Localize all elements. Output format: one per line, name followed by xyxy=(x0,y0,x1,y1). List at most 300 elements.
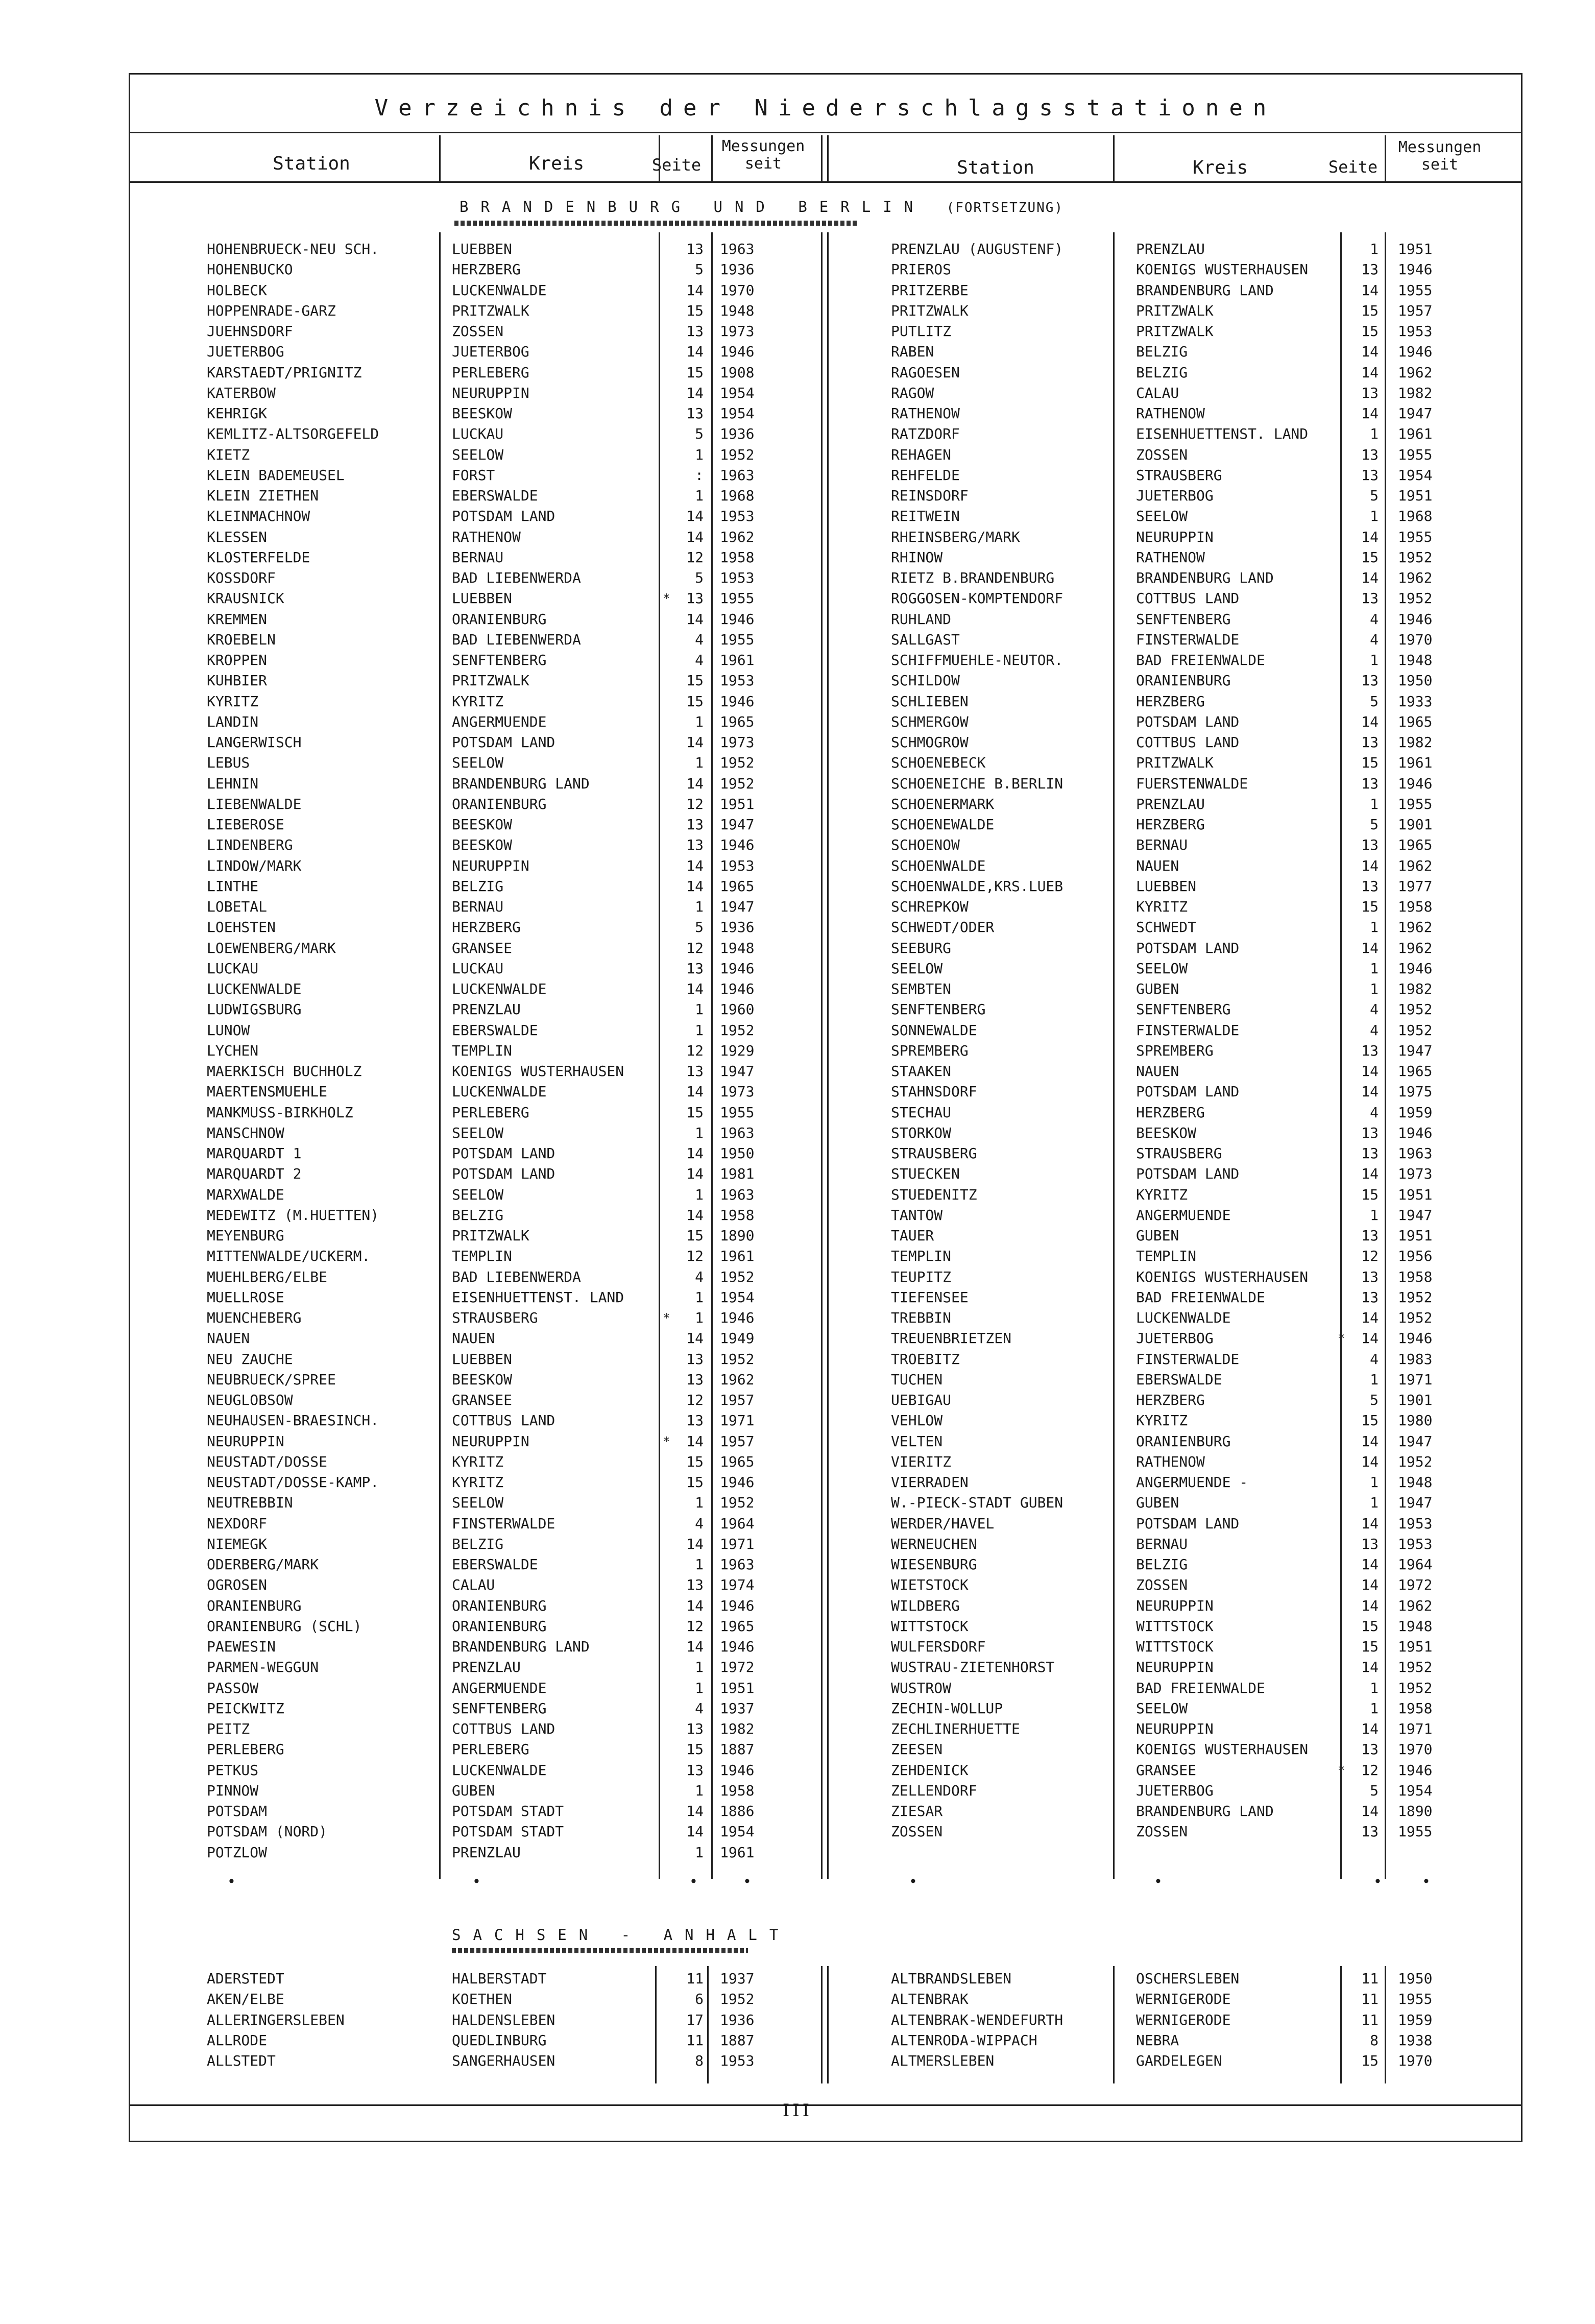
kreis-name: BAD LIEBENWERDA xyxy=(452,631,581,648)
station-name: LEHNIN xyxy=(207,775,259,792)
kreis-name: STRAUSBERG xyxy=(1136,466,1222,484)
station-name: ROGGOSEN-KOMPTENDORF xyxy=(891,590,1064,607)
seite-number: 14 xyxy=(1361,1165,1379,1183)
kreis-name: TEMPLIN xyxy=(1136,1248,1197,1265)
column-rule xyxy=(1113,232,1115,1879)
measurement-year: 1982 xyxy=(1398,980,1433,997)
seite-number: 14 xyxy=(1361,569,1379,586)
measurement-year: 1901 xyxy=(1398,816,1433,833)
seite-number: 13 xyxy=(686,836,704,854)
station-name: WUSTROW xyxy=(891,1679,952,1696)
continuation-tick: • xyxy=(1422,1873,1431,1890)
kreis-name: ANGERMUENDE xyxy=(1136,1206,1231,1224)
kreis-name: EBERSWALDE xyxy=(1136,1371,1222,1388)
measurement-year: 1946 xyxy=(1398,261,1433,278)
kreis-name: NEURUPPIN xyxy=(1136,1597,1214,1614)
measurement-year: 1965 xyxy=(1398,713,1433,730)
measurement-year: 1958 xyxy=(720,1206,755,1224)
kreis-name: BEESKOW xyxy=(452,836,513,854)
station-name: KATERBOW xyxy=(207,384,276,401)
kreis-name: NEBRA xyxy=(1136,2031,1179,2049)
seite-number: 1 xyxy=(695,1659,704,1676)
kreis-name: GARDELEGEN xyxy=(1136,2052,1222,2069)
seite-number: 14 xyxy=(686,775,704,792)
station-name: MUEHLBERG/ELBE xyxy=(207,1268,328,1285)
kreis-name: SENFTENBERG xyxy=(452,652,547,668)
station-name: PRITZWALK xyxy=(891,302,969,319)
kreis-name: KYRITZ xyxy=(1136,898,1188,915)
seite-number: 15 xyxy=(1361,2052,1379,2069)
station-name: MEYENBURG xyxy=(207,1227,284,1244)
measurement-year: 1954 xyxy=(720,1823,755,1840)
header-top-rule xyxy=(129,132,1522,133)
seite-number: 1 xyxy=(695,487,704,504)
seite-number: 13 xyxy=(1361,1741,1379,1758)
column-rule xyxy=(827,135,829,181)
station-name: KLEINMACHNOW xyxy=(207,508,310,525)
kreis-name: TEMPLIN xyxy=(452,1042,513,1059)
measurement-year: 1887 xyxy=(720,1741,755,1758)
seite-number: 15 xyxy=(686,302,704,319)
column-rule xyxy=(439,135,441,181)
seite-number: 1 xyxy=(1370,1699,1379,1717)
station-name: KYRITZ xyxy=(207,692,259,710)
measurement-year: 1965 xyxy=(720,1453,755,1470)
measurement-year: 1946 xyxy=(720,836,755,854)
station-name: MARQUARDT 1 xyxy=(207,1145,302,1162)
station-name: NEURUPPIN xyxy=(207,1432,284,1450)
asterisk-mark: * xyxy=(663,1434,670,1449)
measurement-year: 1952 xyxy=(1398,548,1433,566)
measurement-year: 1948 xyxy=(720,302,755,319)
kreis-name: HERZBERG xyxy=(1136,1392,1205,1408)
section-underline-sachsen xyxy=(452,1948,748,1953)
station-name: POTSDAM xyxy=(207,1803,268,1819)
continuation-tick: • xyxy=(909,1873,917,1890)
seite-number: 1 xyxy=(695,1494,704,1512)
station-name: SCHMERGOW xyxy=(891,713,969,730)
station-name: LOEHSTEN xyxy=(207,919,276,936)
column-rule xyxy=(655,1966,657,2083)
station-name: RABEN xyxy=(891,343,934,361)
kreis-name: POTSDAM LAND xyxy=(1136,1165,1240,1183)
station-name: PRITZERBE xyxy=(891,281,969,299)
header-messungen-left: Messungen seit xyxy=(721,137,805,173)
measurement-year: 1965 xyxy=(1398,1063,1433,1080)
seite-number: 14 xyxy=(1361,1659,1379,1676)
seite-number: 8 xyxy=(1370,2031,1379,2049)
seite-number: 1 xyxy=(695,754,704,772)
kreis-name: SANGERHAUSEN xyxy=(452,2052,555,2069)
asterisk-mark: * xyxy=(1338,1763,1345,1778)
station-name: ALTENBRAK-WENDEFURTH xyxy=(891,2011,1064,2028)
measurement-year: 1947 xyxy=(720,898,755,915)
station-name: VEHLOW xyxy=(891,1412,943,1429)
station-name: KRAUSNICK xyxy=(207,590,284,607)
seite-number: 15 xyxy=(686,692,704,710)
continuation-tick: • xyxy=(472,1873,481,1890)
measurement-year: 1953 xyxy=(720,672,755,689)
kreis-name: LUCKAU xyxy=(452,425,504,443)
station-name: WUSTRAU-ZIETENHORST xyxy=(891,1659,1055,1676)
seite-number: 4 xyxy=(1370,1001,1379,1018)
kreis-name: ORANIENBURG xyxy=(452,1597,547,1614)
kreis-name: NEURUPPIN xyxy=(1136,528,1214,545)
kreis-name: GUBEN xyxy=(452,1782,495,1799)
seite-number: 13 xyxy=(686,1576,704,1594)
measurement-year: 1957 xyxy=(1398,302,1433,319)
measurement-year: 1952 xyxy=(720,1021,755,1039)
station-name: MITTENWALDE/UCKERM. xyxy=(207,1248,371,1265)
kreis-name: SPREMBERG xyxy=(1136,1042,1214,1059)
measurement-year: 1965 xyxy=(720,713,755,730)
measurement-year: 1886 xyxy=(720,1803,755,1819)
seite-number: 13 xyxy=(1361,877,1379,895)
station-name: MEDEWITZ (M.HUETTEN) xyxy=(207,1206,379,1224)
seite-number: 1 xyxy=(695,1021,704,1039)
kreis-name: BAD LIEBENWERDA xyxy=(452,1268,581,1285)
seite-number: 1 xyxy=(695,1679,704,1696)
station-name: TREBBIN xyxy=(891,1309,952,1326)
measurement-year: 1947 xyxy=(1398,1206,1433,1224)
station-name: LIEBEROSE xyxy=(207,816,284,833)
station-name: SCHILDOW xyxy=(891,672,960,689)
station-name: LOEWENBERG/MARK xyxy=(207,939,336,956)
measurement-year: 1956 xyxy=(1398,1248,1433,1265)
kreis-name: GUBEN xyxy=(1136,1494,1179,1512)
seite-number: 4 xyxy=(1370,610,1379,628)
continuation-tick: • xyxy=(227,1873,236,1890)
station-name: ODERBERG/MARK xyxy=(207,1556,319,1573)
kreis-name: JUETERBOG xyxy=(1136,487,1214,504)
measurement-year: 1958 xyxy=(1398,1699,1433,1717)
seite-number: 13 xyxy=(686,1761,704,1779)
seite-number: 13 xyxy=(686,405,704,422)
kreis-name: BRANDENBURG LAND xyxy=(1136,281,1274,299)
column-rule xyxy=(1385,1966,1386,2083)
station-name: KIETZ xyxy=(207,446,250,463)
measurement-year: 1982 xyxy=(1398,734,1433,751)
station-name: MAERKISCH BUCHHOLZ xyxy=(207,1063,362,1080)
measurement-year: 1951 xyxy=(1398,241,1433,257)
kreis-name: BELZIG xyxy=(452,1206,504,1224)
seite-number: 8 xyxy=(695,2052,704,2069)
station-name: RATHENOW xyxy=(891,405,960,422)
station-name: RHINOW xyxy=(891,548,943,566)
station-name: SCHOENWALDE,KRS.LUEB xyxy=(891,877,1064,895)
kreis-name: BRANDENBURG LAND xyxy=(1136,1803,1274,1819)
seite-number: 15 xyxy=(686,364,704,381)
seite-number: 14 xyxy=(686,734,704,751)
kreis-name: BELZIG xyxy=(452,877,504,895)
seite-number: 14 xyxy=(1361,1556,1379,1573)
seite-number: 1 xyxy=(695,1124,704,1141)
station-name: TIEFENSEE xyxy=(891,1288,969,1306)
kreis-name: COTTBUS LAND xyxy=(452,1720,555,1737)
section-title-sachsen: SACHSEN - ANHALT xyxy=(452,1926,791,1944)
kreis-name: EBERSWALDE xyxy=(452,1021,538,1039)
measurement-year: 1951 xyxy=(720,1679,755,1696)
station-name: RIETZ B.BRANDENBURG xyxy=(891,569,1055,586)
seite-number: 4 xyxy=(1370,1104,1379,1121)
seite-number: 14 xyxy=(1361,1720,1379,1737)
seite-number: 13 xyxy=(686,960,704,977)
station-name: ORANIENBURG (SCHL) xyxy=(207,1617,362,1635)
station-name: NEU ZAUCHE xyxy=(207,1350,293,1368)
measurement-year: 1946 xyxy=(1398,775,1433,792)
measurement-year: 1952 xyxy=(720,1268,755,1285)
station-name: KEMLITZ-ALTSORGEFELD xyxy=(207,425,379,443)
station-name: JUETERBOG xyxy=(207,343,284,361)
kreis-name: BRANDENBURG LAND xyxy=(452,775,590,792)
measurement-year: 1963 xyxy=(720,1186,755,1203)
measurement-year: 1974 xyxy=(720,1576,755,1594)
measurement-year: 1952 xyxy=(1398,1659,1433,1676)
kreis-name: SCHWEDT xyxy=(1136,919,1197,936)
station-name: TANTOW xyxy=(891,1206,943,1224)
seite-number: 11 xyxy=(1361,1991,1379,2008)
measurement-year: 1962 xyxy=(720,528,755,545)
kreis-name: SEELOW xyxy=(452,446,504,463)
measurement-year: 1971 xyxy=(720,1535,755,1552)
column-rule xyxy=(827,232,829,1879)
measurement-year: 1957 xyxy=(720,1392,755,1408)
kreis-name: BELZIG xyxy=(1136,343,1188,361)
station-name: MAERTENSMUEHLE xyxy=(207,1083,328,1100)
station-name: RATZDORF xyxy=(891,425,960,443)
kreis-name: LUEBBEN xyxy=(452,590,513,607)
kreis-name: PRITZWALK xyxy=(452,1227,529,1244)
measurement-year: 1936 xyxy=(720,425,755,443)
station-name: NIEMEGK xyxy=(207,1535,268,1552)
kreis-name: TEMPLIN xyxy=(452,1248,513,1265)
seite-number: 11 xyxy=(1361,2011,1379,2028)
seite-number: 5 xyxy=(1370,1782,1379,1799)
kreis-name: PRENZLAU xyxy=(452,1001,521,1018)
measurement-year: 1936 xyxy=(720,919,755,936)
kreis-name: FINSTERWALDE xyxy=(1136,631,1240,648)
kreis-name: GRANSEE xyxy=(1136,1761,1197,1779)
kreis-name: SEELOW xyxy=(452,1494,504,1512)
seite-number: 1 xyxy=(695,1556,704,1573)
seite-number: 14 xyxy=(686,1597,704,1614)
seite-number: 14 xyxy=(1361,1330,1379,1347)
station-name: REITWEIN xyxy=(891,508,960,525)
kreis-name: KOENIGS WUSTERHAUSEN xyxy=(1136,261,1309,278)
kreis-name: SEELOW xyxy=(1136,1699,1188,1717)
kreis-name: SENFTENBERG xyxy=(1136,610,1231,628)
measurement-year: 1946 xyxy=(720,1638,755,1655)
station-name: ZELLENDORF xyxy=(891,1782,977,1799)
kreis-name: PRENZLAU xyxy=(452,1843,521,1861)
seite-number: 15 xyxy=(1361,754,1379,772)
measurement-year: 1953 xyxy=(720,857,755,874)
kreis-name: ORANIENBURG xyxy=(1136,1432,1231,1450)
kreis-name: NEURUPPIN xyxy=(452,857,529,874)
measurement-year: 1953 xyxy=(1398,1515,1433,1532)
kreis-name: NEURUPPIN xyxy=(452,384,529,401)
station-name: LINDOW/MARK xyxy=(207,857,302,874)
kreis-name: ANGERMUENDE - xyxy=(1136,1474,1248,1491)
kreis-name: ANGERMUENDE xyxy=(452,713,547,730)
kreis-name: STRAUSBERG xyxy=(452,1309,538,1326)
station-name: HOLBECK xyxy=(207,281,268,299)
seite-number: 1 xyxy=(1370,980,1379,997)
kreis-name: PRITZWALK xyxy=(1136,302,1214,319)
station-name: TREUENBRIETZEN xyxy=(891,1330,1012,1347)
station-name: SALLGAST xyxy=(891,631,960,648)
measurement-year: 1961 xyxy=(1398,754,1433,772)
measurement-year: 1964 xyxy=(720,1515,755,1532)
page-number: III xyxy=(782,2100,813,2121)
station-name: PERLEBERG xyxy=(207,1741,284,1758)
measurement-year: 1947 xyxy=(1398,405,1433,422)
kreis-name: CALAU xyxy=(452,1576,495,1594)
measurement-year: 1970 xyxy=(720,281,755,299)
measurement-year: 1887 xyxy=(720,2031,755,2049)
measurement-year: 1947 xyxy=(720,1063,755,1080)
section-brandenburg-subtitle: (FORTSETZUNG) xyxy=(946,200,1064,215)
seite-number: 1 xyxy=(1370,1474,1379,1491)
measurement-year: 1960 xyxy=(720,1001,755,1018)
header-seite-left: Seite xyxy=(651,155,702,175)
measurement-year: 1970 xyxy=(1398,1741,1433,1758)
seite-number: 1 xyxy=(1370,795,1379,812)
kreis-name: BERNAU xyxy=(452,898,504,915)
kreis-name: BAD FREIENWALDE xyxy=(1136,652,1265,668)
kreis-name: ZOSSEN xyxy=(1136,446,1188,463)
station-name: WIETSTOCK xyxy=(891,1576,969,1594)
seite-number: 13 xyxy=(1361,466,1379,484)
column-rule xyxy=(659,232,660,1879)
measurement-year: 1952 xyxy=(1398,1309,1433,1326)
measurement-year: 1981 xyxy=(720,1165,755,1183)
seite-number: 14 xyxy=(686,1206,704,1224)
kreis-name: FORST xyxy=(452,466,495,484)
station-name: KLEIN BADEMEUSEL xyxy=(207,466,345,484)
station-name: SCHWEDT/ODER xyxy=(891,919,995,936)
seite-number: 14 xyxy=(686,1165,704,1183)
measurement-year: 1952 xyxy=(720,446,755,463)
station-name: LUDWIGSBURG xyxy=(207,1001,302,1018)
seite-number: 12 xyxy=(686,1392,704,1408)
seite-number: 6 xyxy=(695,1991,704,2008)
measurement-year: 1962 xyxy=(1398,919,1433,936)
seite-number: 13 xyxy=(1361,775,1379,792)
kreis-name: KYRITZ xyxy=(452,1453,504,1470)
kreis-name: LUEBBEN xyxy=(452,1350,513,1368)
station-name: JUEHNSDORF xyxy=(207,323,293,340)
column-rule xyxy=(439,232,441,1879)
measurement-year: 1950 xyxy=(1398,1970,1433,1987)
station-name: STAAKEN xyxy=(891,1063,952,1080)
station-name: SEEBURG xyxy=(891,939,952,956)
column-rule xyxy=(1385,232,1386,1879)
station-name: LEBUS xyxy=(207,754,250,772)
measurement-year: 1968 xyxy=(1398,508,1433,525)
station-name: SEMBTEN xyxy=(891,980,952,997)
seite-number: 4 xyxy=(695,1515,704,1532)
seite-number: 13 xyxy=(1361,384,1379,401)
station-name: SENFTENBERG xyxy=(891,1001,986,1018)
kreis-name: FINSTERWALDE xyxy=(1136,1350,1240,1368)
seite-number: 13 xyxy=(1361,590,1379,607)
measurement-year: 1946 xyxy=(720,1597,755,1614)
kreis-name: JUETERBOG xyxy=(1136,1330,1214,1347)
seite-number: 12 xyxy=(686,1042,704,1059)
station-name: ZIESAR xyxy=(891,1803,943,1819)
station-name: STECHAU xyxy=(891,1104,952,1121)
seite-number: 13 xyxy=(686,1063,704,1080)
kreis-name: HERZBERG xyxy=(1136,1104,1205,1121)
station-name: KROPPEN xyxy=(207,652,268,668)
measurement-year: 1936 xyxy=(720,261,755,278)
measurement-year: 1972 xyxy=(720,1659,755,1676)
station-name: HOPPENRADE-GARZ xyxy=(207,302,336,319)
kreis-name: PRITZWALK xyxy=(1136,323,1214,340)
kreis-name: RATHENOW xyxy=(1136,1453,1205,1470)
kreis-name: HALDENSLEBEN xyxy=(452,2011,555,2028)
page-title: Verzeichnis der Niederschlagsstationen xyxy=(374,95,1277,121)
seite-number: 1 xyxy=(695,1309,704,1326)
column-rule xyxy=(711,135,713,181)
seite-number: 1 xyxy=(1370,960,1379,977)
measurement-year: 1952 xyxy=(1398,1679,1433,1696)
measurement-year: 1965 xyxy=(720,1617,755,1635)
kreis-name: PRENZLAU xyxy=(452,1659,521,1676)
kreis-name: BERNAU xyxy=(1136,1535,1188,1552)
seite-number: 13 xyxy=(686,590,704,607)
seite-number: 4 xyxy=(695,1268,704,1285)
kreis-name: ORANIENBURG xyxy=(452,610,547,628)
kreis-name: NAUEN xyxy=(452,1330,495,1347)
measurement-year: 1908 xyxy=(720,364,755,381)
kreis-name: BRANDENBURG LAND xyxy=(452,1638,590,1655)
kreis-name: SEELOW xyxy=(1136,508,1188,525)
seite-number: 14 xyxy=(686,1432,704,1450)
measurement-year: 1973 xyxy=(720,734,755,751)
station-name: POTSDAM (NORD) xyxy=(207,1823,328,1840)
seite-number: 14 xyxy=(686,343,704,361)
kreis-name: COTTBUS LAND xyxy=(452,1412,555,1429)
seite-number: 13 xyxy=(686,1720,704,1737)
kreis-name: POTSDAM LAND xyxy=(1136,1515,1240,1532)
measurement-year: 1963 xyxy=(720,466,755,484)
measurement-year: 1962 xyxy=(1398,364,1433,381)
station-name: NEUSTADT/DOSSE xyxy=(207,1453,328,1470)
station-name: SCHREPKOW xyxy=(891,898,969,915)
measurement-year: 1954 xyxy=(720,384,755,401)
station-name: SCHOENEWALDE xyxy=(891,816,995,833)
kreis-name: POTSDAM LAND xyxy=(452,1165,555,1183)
seite-number: 5 xyxy=(1370,692,1379,710)
seite-number: 1 xyxy=(1370,1206,1379,1224)
seite-number: 12 xyxy=(686,1617,704,1635)
station-name: TEMPLIN xyxy=(891,1248,952,1265)
seite-number: 15 xyxy=(686,1741,704,1758)
station-name: KLOSTERFELDE xyxy=(207,548,310,566)
station-name: STORKOW xyxy=(891,1124,952,1141)
measurement-year: 1955 xyxy=(1398,795,1433,812)
kreis-name: ZOSSEN xyxy=(1136,1823,1188,1840)
continuation-tick: • xyxy=(743,1873,752,1890)
seite-number: 1 xyxy=(695,1288,704,1306)
measurement-year: 1970 xyxy=(1398,631,1433,648)
measurement-year: 1962 xyxy=(1398,857,1433,874)
kreis-name: LUCKENWALDE xyxy=(452,1083,547,1100)
measurement-year: 1946 xyxy=(1398,610,1433,628)
seite-number: 14 xyxy=(1361,1597,1379,1614)
